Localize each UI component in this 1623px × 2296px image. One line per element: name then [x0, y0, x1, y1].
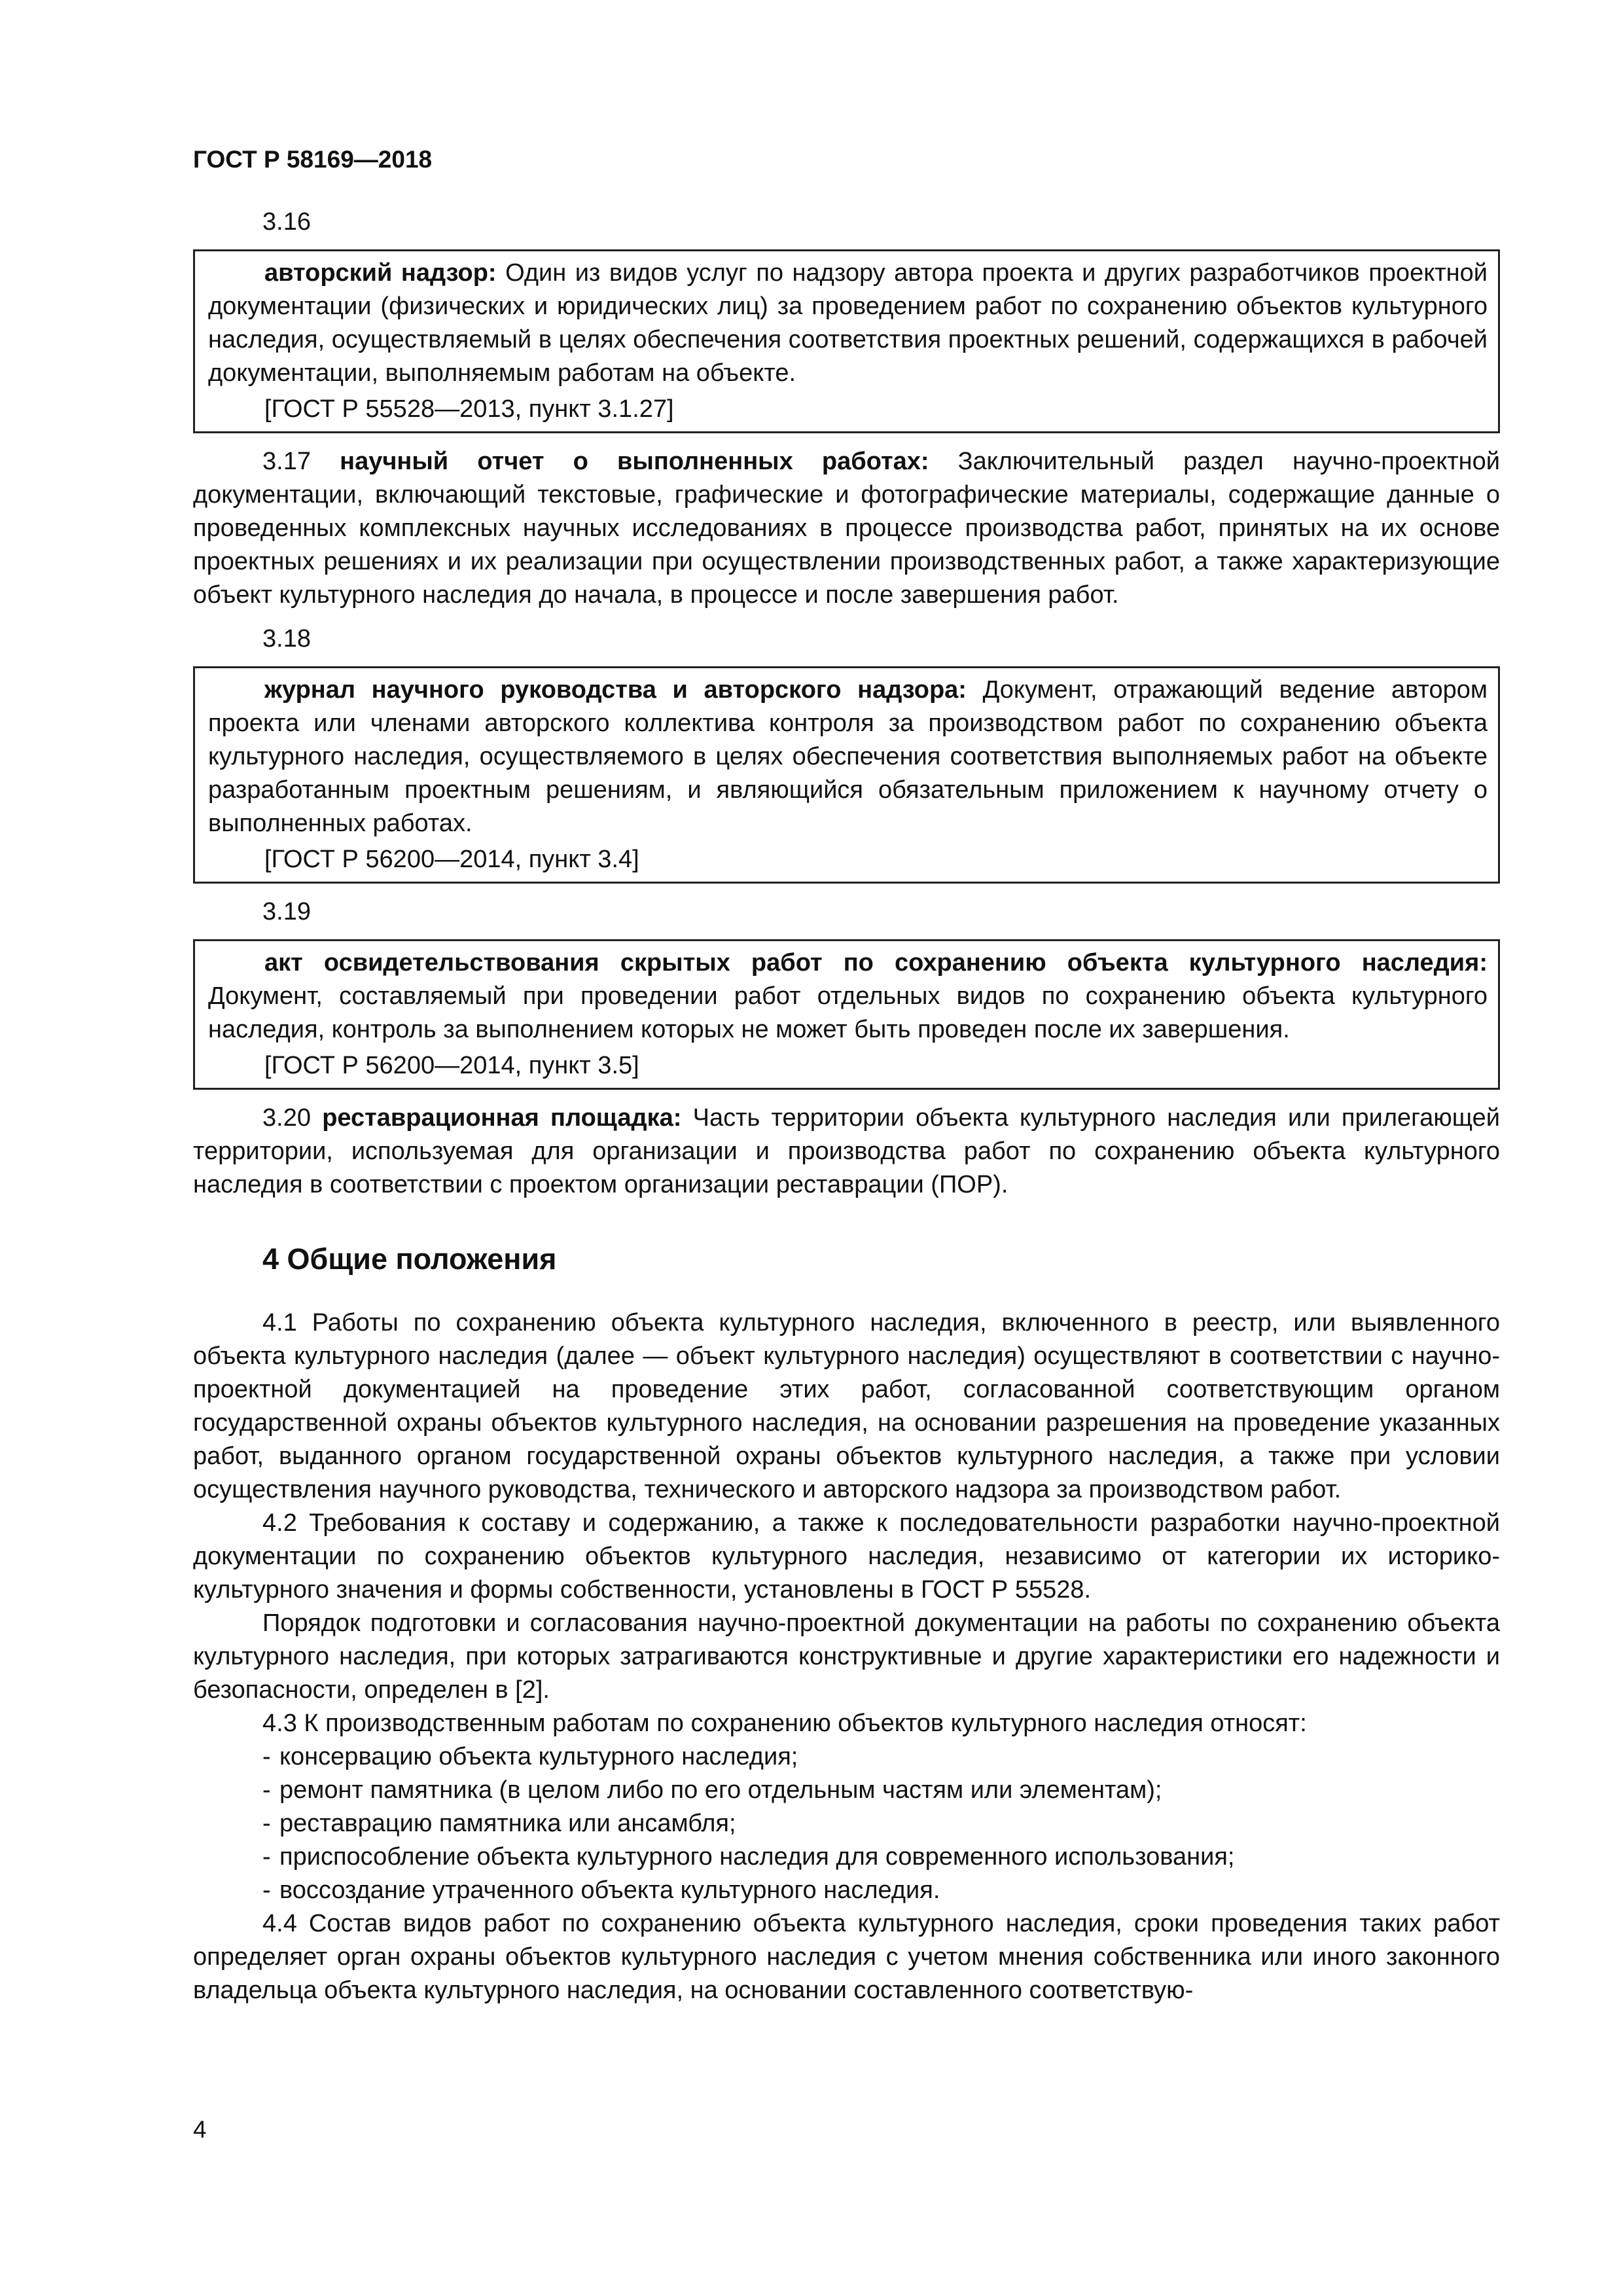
term-name: акт освидетельствования скрытых работ по сохранению объекта культурного наследия:	[264, 949, 1488, 977]
term-definition-3-16	[208, 257, 1488, 390]
paragraph-4-2: 4.2 Требования к составу и содержанию, а также к последовательности разработки научно-проектной документации по сохранению объектов культурного наследия, независимо от категории их историко-культурного значения и формы собственности, установлены в ГОСТ Р 55528.	[193, 1509, 1500, 1604]
document-header: ГОСТ Р 58169—2018	[193, 146, 433, 173]
term-number-3-19: 3.19	[262, 898, 311, 925]
term-box-3-19	[193, 939, 1500, 1090]
term-box-3-18	[193, 666, 1500, 884]
term-text: Один из видов услуг по надзору автора проекта и других разработчиков проектной документации (физических и юридических лиц) за проведением работ по сохранению объектов культурного наследия, осуществляемый в целях обеспечения соответствия проектных решений, содержащихся в рабочей документации, выполняемым работам на объекте.	[208, 259, 1488, 387]
term-number-3-16: 3.16	[262, 208, 311, 236]
term-name: научный отчет о выполненных работах:	[340, 448, 929, 475]
term-number-3-18: 3.18	[262, 625, 311, 653]
term-definition-3-17	[193, 445, 1500, 612]
term-definition-3-19	[208, 946, 1488, 1047]
term-reference: [ГОСТ Р 56200—2014, пункт 3.5]	[264, 1052, 639, 1079]
section-title: 4 Общие положения	[262, 1242, 557, 1276]
term-name: авторский надзор:	[264, 259, 497, 287]
paragraph-4-3: 4.3 К производственным работам по сохранению объектов культурного наследия относят:	[262, 1710, 1307, 1737]
term-name: журнал научного руководства и авторского надзора:	[264, 676, 967, 704]
list-item: - приспособление объекта культурного наследия для современного использования;	[262, 1843, 1235, 1871]
term-definition-3-20	[193, 1102, 1500, 1202]
term-name: реставрационная площадка:	[322, 1104, 682, 1132]
paragraph-4-1: 4.1 Работы по сохранению объекта культурного наследия, включенного в реестр, или выявленного объекта культурного наследия (далее — объект культурного наследия) осуществляют в соответствии с научно-проектной документацией на проведение этих работ, согласованной соответствующим органом государственной охраны объектов культурного наследия, на основании разрешения на проведение указанных работ, выданного органом государственной охраны объектов культурного наследия, а также при условии осуществления научного руководства, технического и авторского надзора за производством работ.	[193, 1309, 1500, 1503]
term-number: 3.20	[262, 1104, 311, 1132]
page-number: 4	[193, 2116, 207, 2143]
term-reference: [ГОСТ Р 55528—2013, пункт 3.1.27]	[264, 395, 674, 423]
list-item: - реставрацию памятника или ансамбля;	[262, 1810, 736, 1837]
list-item: - воссоздание утраченного объекта культурного наследия.	[262, 1876, 940, 1904]
term-definition-3-18	[208, 673, 1488, 840]
paragraph-4-4: 4.4 Состав видов работ по сохранению объекта культурного наследия, сроки проведения таких работ определяет орган охраны объектов культурного наследия с учетом мнения собственника или иного законного владельца объекта культурного наследия, на основании составленного соответствую-	[193, 1910, 1500, 2004]
term-box-3-16	[193, 249, 1500, 433]
term-text: Документ, отражающий ведение автором проекта или членами авторского коллектива контроля за производством работ по сохранению объекта культурного наследия, осуществляемого в целях обеспечения соответствия выполняемых работ на объекте разработанным проектным решениям, и являющийся обязательным приложением к научному отчету о выполненных работах.	[208, 676, 1488, 837]
term-text: Часть территории объекта культурного наследия или прилегающей территории, используемая для организации и производства работ по сохранению объекта культурного наследия в соответствии с проектом организации реставрации (ПОР).	[193, 1104, 1500, 1198]
term-reference: [ГОСТ Р 56200—2014, пункт 3.4]	[264, 846, 639, 873]
term-text: Документ, составляемый при проведении работ отдельных видов по сохранению объекта культурного наследия, контроль за выполнением которых не может быть проведен после их завершения.	[208, 982, 1488, 1043]
list-item: - ремонт памятника (в целом либо по его отдельным частям или элементам);	[262, 1776, 1162, 1804]
paragraph-4-2-cont: Порядок подготовки и согласования научно-проектной документации на работы по сохранению объекта культурного наследия, при которых затрагиваются конструктивные и другие характеристики его надежности и безопасности, определен в [2].	[193, 1609, 1500, 1704]
term-number: 3.17	[262, 448, 311, 475]
list-item: - консервацию объекта культурного наследия;	[262, 1743, 798, 1770]
term-text: Заключительный раздел научно-проектной документации, включающий текстовые, графические и фотографические материалы, содержащие данные о проведенных комплексных научных исследованиях в процессе производства работ, принятых на их основе проектных решениях и их реализации при осуществлении производственных работ, а также характеризующие объект культурного наследия до начала, в процессе и после завершения работ.	[193, 448, 1501, 609]
document-page	[193, 144, 1500, 2007]
